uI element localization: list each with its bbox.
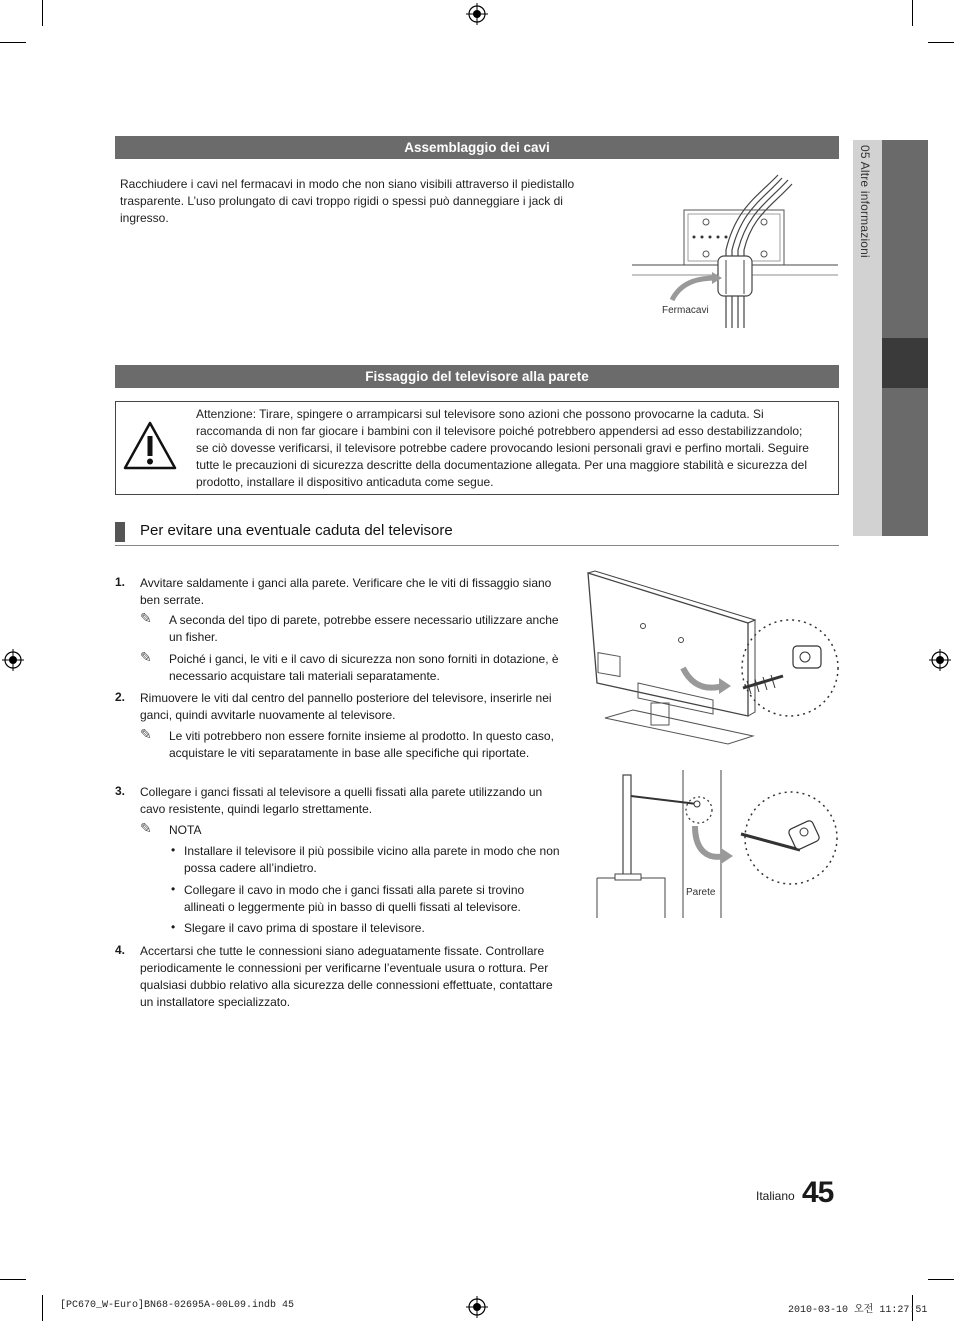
step-text: Rimuovere le viti dal centro del pannello posteriore del televisore, inserirle nei ganci, quindi avvitarle nuovamente al televisore.: [140, 691, 552, 722]
section-title-cable-assembly: Assemblaggio dei cavi: [115, 136, 839, 159]
footer-file-info: [PC670_W-Euro]BN68-02695A-00L09.indb 45: [60, 1300, 295, 1311]
warning-label: Attenzione: [196, 407, 253, 421]
warning-triangle-icon: [122, 420, 178, 472]
cable-holder-label: Fermacavi: [662, 305, 709, 316]
section-title-wall-fixing: Fissaggio del televisore alla parete: [115, 365, 839, 388]
note-text: Le viti potrebbero non essere fornite insieme al prodotto. In questo caso, acquistare le viti separatamente in base alle specifiche qui riportate.: [169, 729, 554, 760]
note-label: NOTA: [169, 823, 202, 837]
section-body-cable-assembly: Racchiudere i cavi nel fermacavi in modo che non siano visibili attraverso il piedistallo trasparente. L’uso prolungato di cavi troppo rigidi o spessi può danneggiare i jack di ingresso.: [120, 177, 575, 225]
step-number: 3.: [115, 784, 126, 798]
note-pencil-icon: ✎: [140, 726, 152, 742]
side-tab-active-marker: [882, 338, 928, 388]
warning-message: : Tirare, spingere o arrampicarsi sul televisore sono azioni che possono provocarne la caduta. Si raccomanda di non far giocare i bambini con il televisore poiché potrebbero appendersi ad esso destabilizzandolo; se ciò dovesse verificarsi, il televisore potrebbe cadere provocando lesioni personali gravi e perfino mortali. Seguire tutte le precauzioni di sicurezza descritte della documentazione allegata. Per una maggiore stabilità e sicurezza del prodotto, installare il dispositivo anticaduta come segue.: [196, 407, 809, 489]
step-text: Avvitare saldamente i ganci alla parete. Verificare che le viti di fissaggio siano ben serrate.: [140, 576, 552, 607]
bullet-dot: •: [171, 920, 176, 934]
step-text: Collegare i ganci fissati al televisore a quelli fissati alla parete utilizzando un cavo resistente, quindi legarlo strettamente.: [140, 785, 543, 816]
crop-mark: [42, 0, 43, 26]
note-pencil-icon: ✎: [140, 649, 152, 665]
crop-mark: [0, 1279, 26, 1280]
step-number: 4.: [115, 943, 126, 957]
crop-mark: [42, 1295, 43, 1321]
note-pencil-icon: ✎: [140, 610, 152, 626]
step-number: 2.: [115, 690, 126, 704]
crop-mark: [928, 1279, 954, 1280]
crop-mark: [912, 0, 913, 26]
bullet-dot: •: [171, 882, 176, 896]
step-number: 1.: [115, 575, 126, 589]
registration-mark-icon: [466, 3, 488, 25]
bullet-item: Collegare il cavo in modo che i ganci fissati alla parete si trovino allineati o leggermente più in basso di quelli fissati al televisore.: [184, 883, 525, 914]
side-tab-label: 05 Altre informazioni: [858, 145, 872, 258]
page-number: 45: [802, 1176, 834, 1209]
step-text: Accertarsi che tutte le connessioni siano adeguatamente fissate. Controllare periodicamente le connessioni per verificarne l’eventuale usura o rottura. Per qualsiasi dubbio relativo alla sicurezza delle connessioni effettuate, contattare un installatore specializzato.: [140, 944, 553, 1009]
subsection-marker: [115, 522, 125, 542]
footer-timestamp: 2010-03-10 오전 11:27:51: [788, 1305, 928, 1316]
bullet-item: Installare il televisore il più possibile vicino alla parete in modo che non possa cadere all’indietro.: [184, 844, 560, 875]
tv-back-bracket-illustration: [583, 568, 839, 754]
bullet-dot: •: [171, 843, 176, 857]
bullet-item: Slegare il cavo prima di spostare il televisore.: [184, 921, 425, 935]
tv-wall-side-illustration: [595, 770, 840, 920]
subsection-title: Per evitare una eventuale caduta del televisore: [140, 522, 453, 539]
wall-label: Parete: [686, 887, 716, 898]
subsection-rule: [115, 545, 839, 546]
note-text: Poiché i ganci, le viti e il cavo di sicurezza non sono forniti in dotazione, è necessario acquistare tali materiali separatamente.: [169, 652, 559, 683]
registration-mark-icon: [929, 649, 951, 671]
warning-text: [196, 406, 818, 491]
crop-mark: [928, 42, 954, 43]
registration-mark-icon: [2, 649, 24, 671]
note-pencil-icon: ✎: [140, 820, 152, 836]
note-text: A seconda del tipo di parete, potrebbe essere necessario utilizzare anche un fisher.: [169, 613, 559, 644]
registration-mark-icon: [466, 1296, 488, 1318]
crop-mark: [0, 42, 26, 43]
page-language: Italiano: [756, 1189, 795, 1203]
